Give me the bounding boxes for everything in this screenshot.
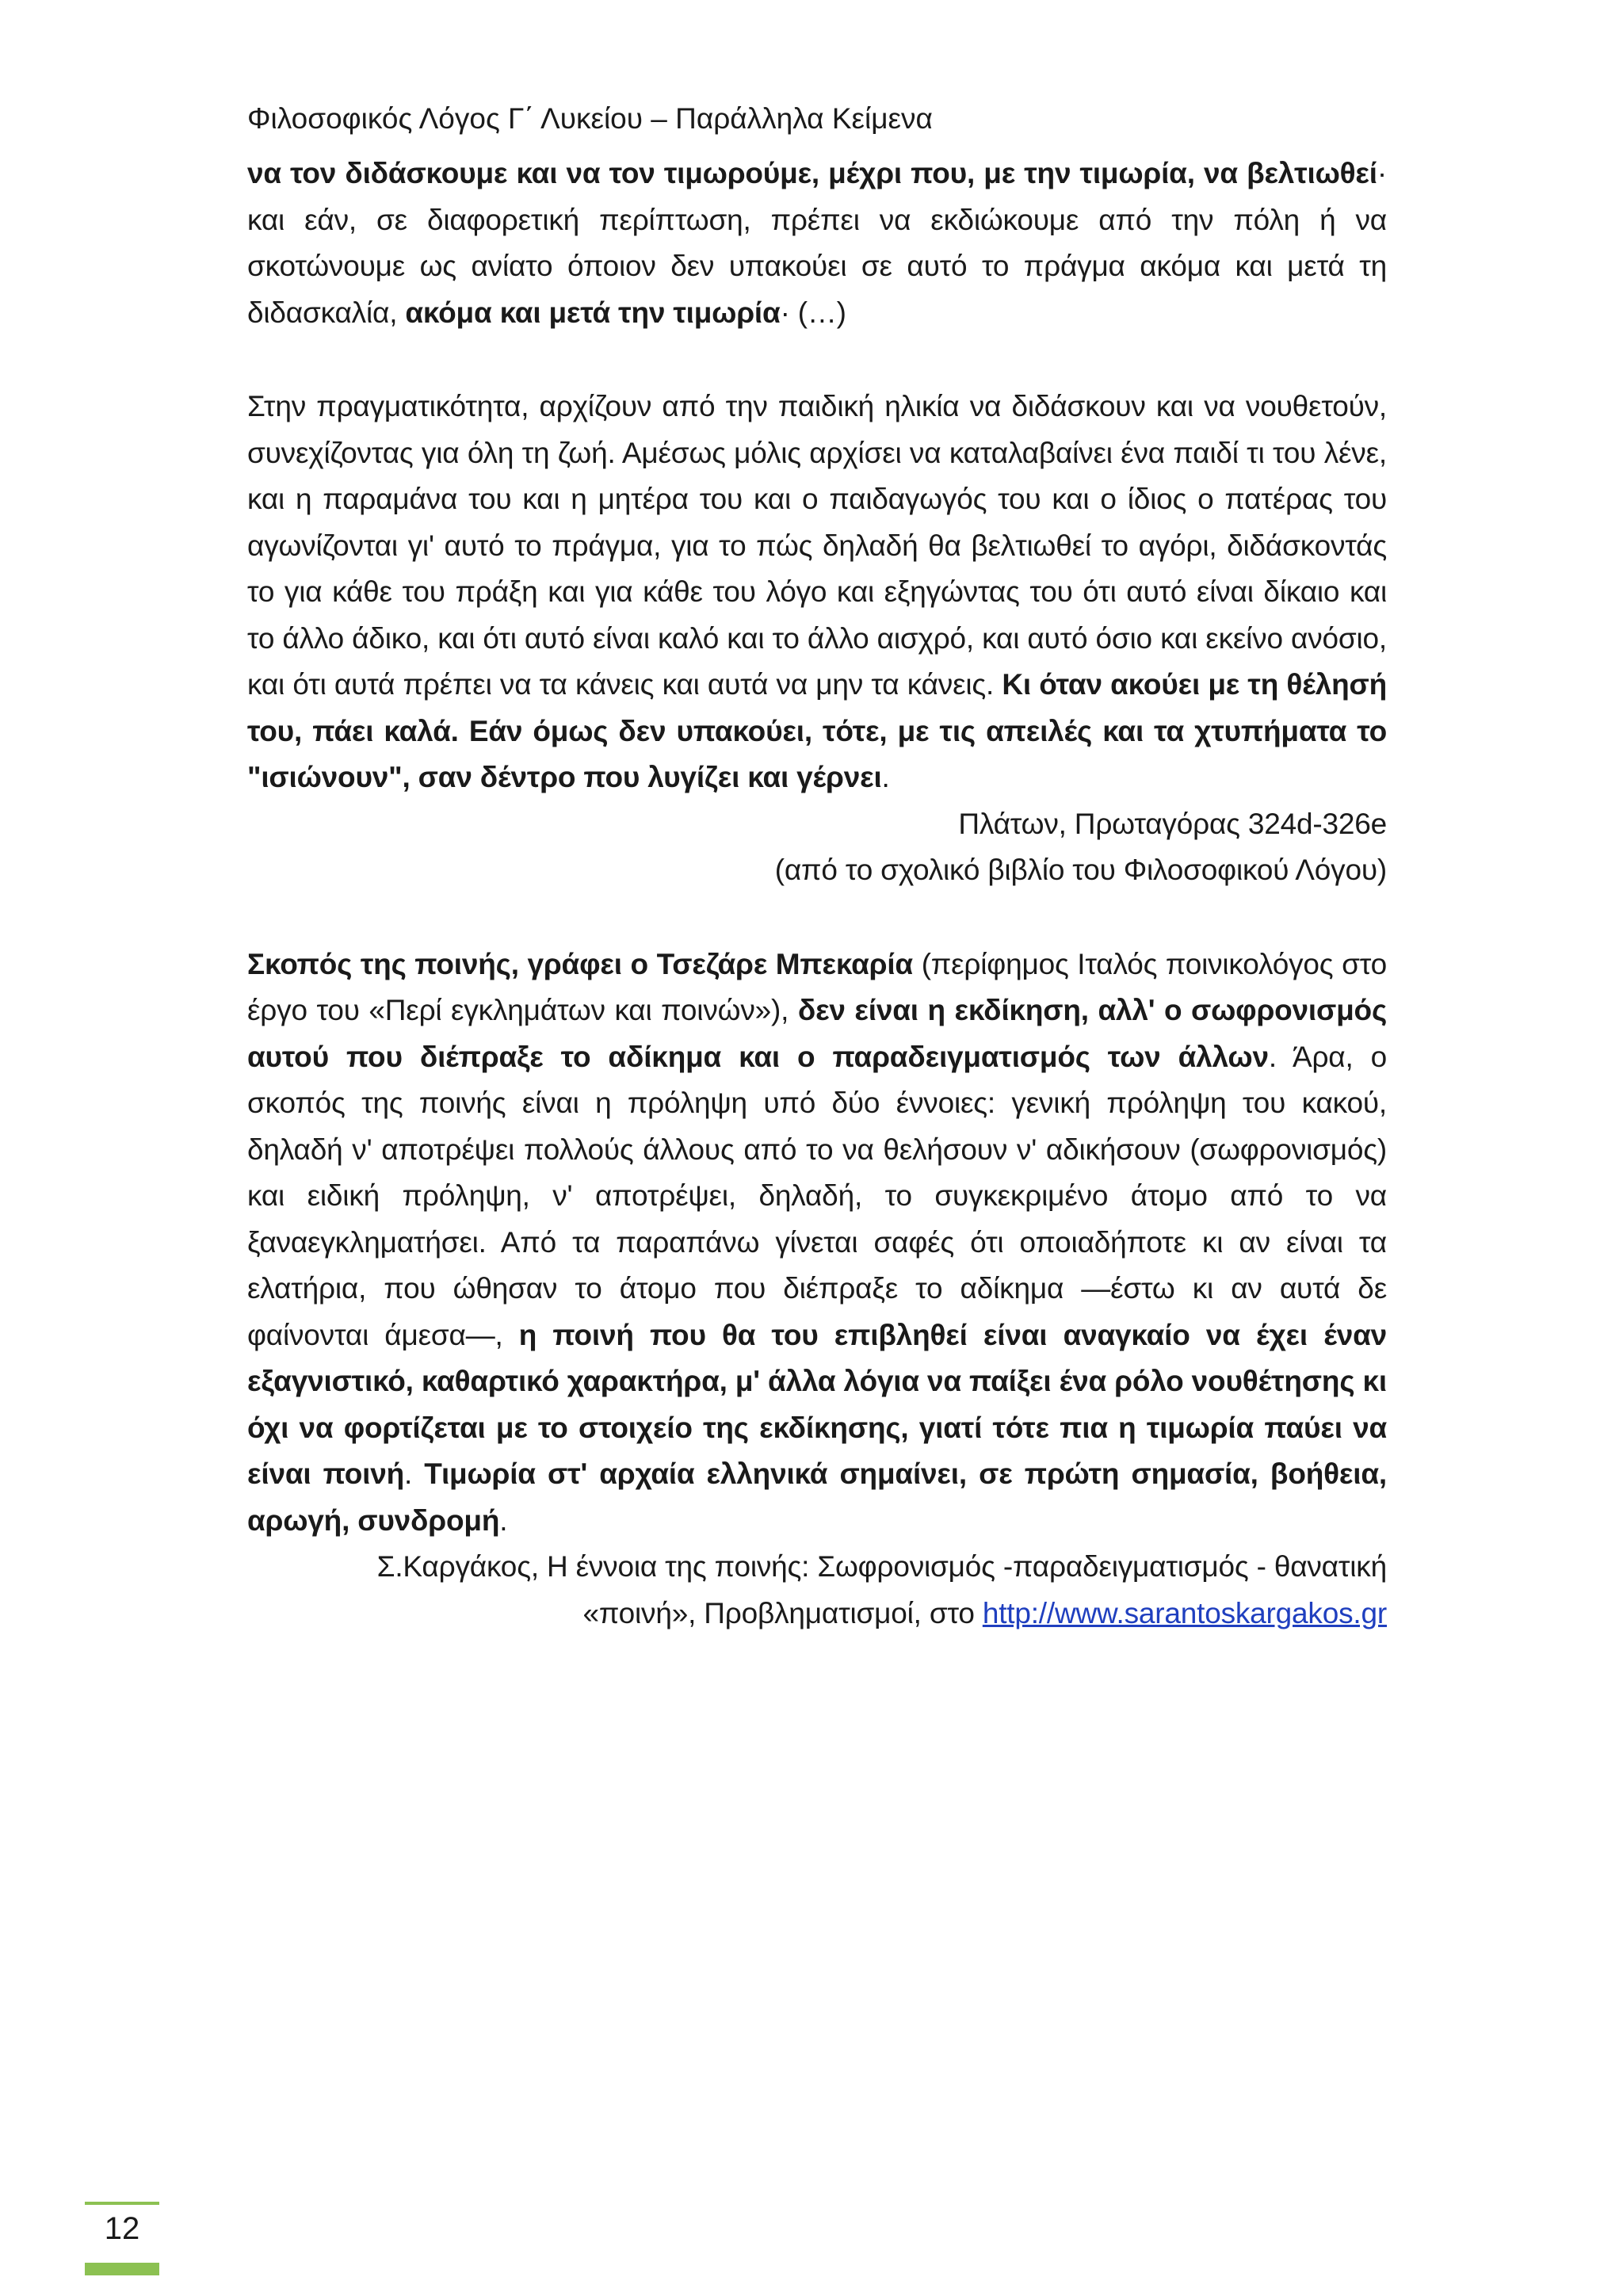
paragraph-2	[247, 384, 1387, 801]
text: .	[403, 1457, 425, 1490]
bold-text: Κι όταν ακούει με τη θέλησή του, πάει καλά. Εάν όμως δεν υπακούει, τότε, με τις απειλές και τα χτυπήματα το "ισιώνουν", σαν δέντρο που λυγίζει και γέρνει	[247, 668, 1387, 793]
text: . Άρα, ο σκοπός της ποινής είναι η πρόληψη υπό δύο έννοιες: γενική πρόληψη του κακού, δηλαδή ν' αποτρέψει πολλούς άλλους από το να θελήσουν ν' αδικήσουν (σωφρονισμός) και ειδική πρόληψη, ν' αποτρέψει, δηλαδή, το συγκεκριμένο άτομο από το να ξαναεγκληματήσει. Από τα παραπάνω γίνεται σαφές ότι οποιαδήποτε κι αν είναι τα ελατήρια, που ώθησαν το άτομο που διέπραξε το αδίκημα —έστω κι αν αυτά δε φαίνονται άμεσα—,	[247, 1040, 1387, 1351]
bold-text: ακόμα και μετά την τιμωρία	[405, 296, 781, 329]
paragraph-3	[247, 942, 1387, 1545]
bold-text: δεν είναι η εκδίκηση, αλλ' ο σωφρονισμός αυτού που διέπραξε το αδίκημα και ο παραδειγματισμός των άλλων	[247, 994, 1387, 1073]
text: (περίφημος Ιταλός ποινικολόγος στο έργο του «Περί εγκλημάτων και ποινών»),	[247, 947, 1387, 1026]
page-number: 12	[104, 2211, 140, 2246]
citation-1-line-1: Πλάτων, Πρωταγόρας 324d-326e	[958, 807, 1387, 840]
text: .	[881, 761, 890, 793]
bold-text: Σκοπός της ποινής, γράφει ο Τσεζάρε Μπεκαρία	[247, 947, 913, 980]
footer-accent-bar	[85, 2263, 159, 2275]
citation-2-line-1: Σ.Καργάκος, Η έννοια της ποινής: Σωφρονισμός -παραδειγματισμός - θανατική	[376, 1550, 1387, 1583]
bold-text: η ποινή που θα του επιβληθεί είναι αναγκαίο να έχει έναν εξαγνιστικό, καθαρτικό χαρακτήρα, μ' άλλα λόγια να παίξει ένα ρόλο νουθέτησης κι όχι να φορτίζεται με το στοιχείο της εκδίκησης, γιατί τότε πια η τιμωρία παύει να είναι ποινή	[247, 1318, 1387, 1490]
paragraph-1	[247, 151, 1387, 336]
text: · και εάν, σε διαφορετική περίπτωση, πρέπει να εκδιώκουμε από την πόλη ή να σκοτώνουμε ως ανίατο όποιον δεν υπακούει σε αυτό το πράγμα ακόμα και μετά τη διδασκαλία,	[247, 157, 1387, 329]
text: · (…)	[780, 296, 846, 329]
text: Στην πραγματικότητα, αρχίζουν από την παιδική ηλικία να διδάσκουν και να νουθετούν, συνεχίζοντας για όλη τη ζωή. Αμέσως μόλις αρχίσει να καταλαβαίνει ένα παιδί τι του λένε, και η παραμάνα του και η μητέρα του και ο παιδαγωγός του και ο ίδιος ο πατέρας του αγωνίζονται γι' αυτό το πράγμα, για το πώς δηλαδή θα βελτιωθεί το αγόρι, διδάσκοντάς το για κάθε του πράξη και για κάθε του λόγο και εξηγώντας του ότι αυτό είναι δίκαιο και το άλλο άδικο, και ότι αυτό είναι καλό και το άλλο αισχρό, και αυτό όσιο και εκείνο ανόσιο, και ότι αυτά πρέπει να τα κάνεις και αυτά να μην τα κάνεις.	[247, 390, 1387, 701]
page-header: Φιλοσοφικός Λόγος Γ΄ Λυκείου – Παράλληλα Κείμενα	[247, 102, 933, 135]
document-body	[247, 151, 1387, 1637]
text: .	[499, 1503, 508, 1537]
citation-2-line-2	[247, 1591, 1387, 1637]
source-link[interactable]: http://www.sarantoskargakos.gr	[982, 1596, 1387, 1629]
bold-text: Τιμωρία στ' αρχαία ελληνικά σημαίνει, σε πρώτη σημασία, βοήθεια, αρωγή, συνδρομή	[247, 1457, 1387, 1537]
text: «ποινή», Προβληματισμοί, στο	[582, 1596, 983, 1629]
bold-text: να τον διδάσκουμε και να τον τιμωρούμε, μέχρι που, με την τιμωρία, να βελτιωθεί	[247, 157, 1377, 189]
citation-1-line-2: (από το σχολικό βιβλίο του Φιλοσοφικού Λόγου)	[774, 854, 1387, 886]
